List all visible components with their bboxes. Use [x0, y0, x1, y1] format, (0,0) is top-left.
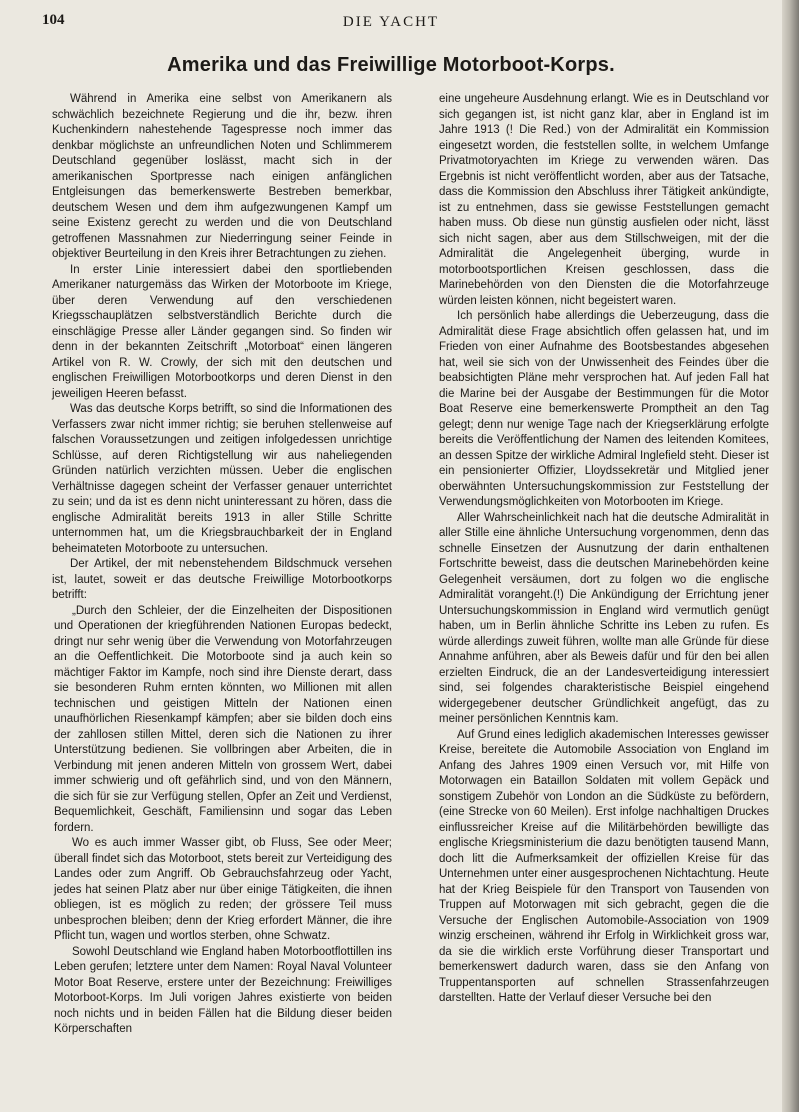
paragraph: Während in Amerika eine selbst von Amerikanern als schwächlich bezeichnete Regierung und die ihr, bezw. ihren Kuchenkindern nahestehende Tagespresse noch immer das denkbar möglichste an unfreundlichen Noten und Schlimmerem Deutschland gegenüber loslässt, macht sich in der amerikanischen Sportpresse nach einigen anfänglichen Entgleisungen das bemerkenswerte Bestreben bemerkbar, deutschem Wesen und dem ihm aufgezwungenen Kampf um seine Existenz gerecht zu werden und die von Deutschland getroffenen Massnahmen zur Niederringung seiner Feinde in objektiver Beurteilung in den Kreis ihrer Betrachtungen zu ziehen.: [52, 93, 392, 260]
paragraph: Ich persönlich habe allerdings die Ueberzeugung, dass die Admiralität diese Frage absichtlich offen gelassen hat, und im Frieden von einer Aufnahme des Bootsbestandes abgesehen hat, weil sie sich von der Unwissenheit des Feindes über die beabsichtigten Pläne mehr versprochen hat. Auf jeden Fall hat die Marine bei der Ausgabe der Bestimmungen für die Motor Boat Reserve eine bemerkenswerte Promptheit an den Tag gelegt; denn nur wenige Tage nach der Kriegserklärung erfolgte bereits die Veröffentlichung der Namen des leitenden Komitees, an dessen Spitze der wirkliche Admiral Inglefield steht. Dieser ist ein pensionierter Offizier, Lloydssekretär und Mitglied jener oberwähnten Untersuchungskommission zur Feststellung der Verwendungsmöglichkeiten von Motorbooten im Kriege.: [439, 310, 769, 508]
running-head: DIE YACHT: [342, 14, 440, 30]
paragraph: Der Artikel, der mit nebenstehendem Bildschmuck versehen ist, lautet, soweit er das deutsche Freiwillige Motorbootkorps betrifft:: [52, 558, 392, 601]
page-number: 104: [42, 12, 65, 28]
right-column: [439, 92, 769, 1007]
paragraph: Aller Wahrscheinlichkeit nach hat die deutsche Admiralität in aller Stille eine ähnliche Untersuchung vorgenommen, denn das schnelle Einsetzen der Ausnutzung der darin enthaltenen Fortschritte beweist, dass die deutschen Marinebehörden keine Gelegenheit versäumen, dort zu folgen wo die englische Admiralität vorangeht.(!) Die Ankündigung der Errichtung jener Untersuchungskommission in England wird vermutlich genügt haben, um in Berlin ähnliche Schritte ins Leben zu rufen. Es würde allerdings zuweit führen, wollte man alle Gründe für diese Annahme anführen, aber als Beweis dafür und für den bei allen erzielten Eindruck, die an der Landesverteidigung interessiert sind, sei folgendes charakteristische Beispiel eingehend widergegebener deutscher Gründlichkeit angefügt, das zu meiner persönlichen Kenntnis kam.: [439, 511, 769, 725]
paragraph: Auf Grund eines lediglich akademischen Interesses gewisser Kreise, bereitete die Automobile Association von England im Anfang des Jahres 1909 einen Versuch vor, mit Hilfe von Motorwagen ein Bataillon Soldaten mit vollem Gepäck und sonstigem Zubehör von London an die Südküste zu befördern, (eine Strecke von 60 Meilen). Erst infolge nachhaltigen Druckes einflussreicher Kreise auf die Militärbehörden bewilligte das englische Kriegsministerium die dazu benötigten tausend Mann, doch litt die Aufmerksamkeit der offiziellen Kreise für das Unternehmen unter einer ausgesprochenen Nichtachtung. Heute hat der Krieg Beispiele für den Transport von Tausenden von Truppen auf Motorwagen mit sich gebracht, gegen die die Versuche der Englischen Automobile-Association von 1909 winzig erscheinen, während ihr Erfolg in Wirklichkeit gross war, da sie die wirklich erste Vorführung dieser Transportart und bemerkenswert dadurch waren, dass sie den Anfang von Truppentansporten auf schnellen Strassenfahrzeugen darstellten. Hatte der Verlauf dieser Versuche bei den: [439, 728, 769, 1004]
quote-paragraph: Wo es auch immer Wasser gibt, ob Fluss, See oder Meer; überall findet sich das Motorboot, stets bereit zur Verteidigung des Landes oder zum Angriff. Ob Gebrauchsfahrzeug oder Yacht, jedes hat seinen Platz aber nur über einige Tätigkeiten, die ihnen obliegen, ist es möglich zu reden; der grössere Teil muss unbesprochen bleiben; denn der Krieg erfordert Männer, die ihre Pflicht tun, wagen und wortlos sterben, ohne Schwatz.: [54, 837, 392, 942]
page-edge: [782, 0, 799, 1112]
quote-paragraph: Sowohl Deutschland wie England haben Motorbootflottillen ins Leben gerufen; letztere unter dem Namen: Royal Naval Volunteer Motor Boat Reserve, erstere unter der Bezeichnung: Freiwilliges Motorboot-Korps. Im Juli vorigen Jahres existierte von beiden noch nichts und in beiden Fällen hat die Bildung dieser beiden Körperschaften: [54, 945, 392, 1035]
quote-paragraph: „Durch den Schleier, der die Einzelheiten der Dispositionen und Operationen der kriegführenden Nationen Europas bedeckt, dringt nur sehr wenig über die Verwendung von Motorfahrzeugen an die Oeffentlichkeit. Die Motorboote sind ja auch kein so mächtiger Faktor im Kampfe, noch sind ihre Dienste derart, dass sie besonderen Ruhm ernten könnten, wo Millionen mit allen technischen und geistigen Mitteln der Nationen einen unaufhörlichen Riesenkampf kämpfen; aber sie bilden doch eins der zahllosen stillen Mittel, deren sich die Nationen zu ihrer Unterstützung bedienen. Sie vollbringen aber Arbeiten, die in Verbindung mit jenen anderen Mitteln von grossem Wert, dabei immer schwierig und oft gefährlich sind, und von den Männern, die sich für sie zur Verfügung stellen, Opfer an Zeit und Verdienst, Bequemlichkeit, Geschäft, Familiensinn und sogar das Leben fordern.: [54, 604, 392, 834]
article-title: Amerika und das Freiwillige Motorboot-Korps.: [167, 54, 615, 76]
paragraph: Was das deutsche Korps betrifft, so sind die Informationen des Verfassers zwar nicht immer richtig; sie beruhen stellenweise auf falschen Voraussetzungen und zeitigen infolgedessen unrichtige Schlüsse, auf deren Richtigstellung wir aus naheliegenden Gründen natürlich verzichten müssen. Ueber die englischen Verhältnisse dagegen scheint der Verfasser genauer unterrichtet zu sein; und da ist es denn nicht uninteressant zu hören, dass die englische Admiralität bereits 1913 in aller Stille Schritte unternommen hat, um die Kriegsbrauchbarkeit der in England beheimateten Motorboote zu untersuchen.: [52, 403, 392, 555]
paragraph: In erster Linie interessiert dabei den sportliebenden Amerikaner naturgemäss das Wirken der Motorboote im Kriege, über deren Verwendung auf den verschiedenen Kriegsschauplätzen selbstverständlich Berichte durch die einschlägige Presse aller Länder gegangen sind. So finden wir denn in der bekannten Zeitschrift „Motorboat“ einen längeren Artikel von R. W. Crowly, der sich mit den deutschen und englischen Freiwilligen Motorbootkorps und deren Dienst in den jeweiligen Heeren befasst.: [52, 263, 392, 400]
paragraph: eine ungeheure Ausdehnung erlangt. Wie es in Deutschland vor sich gegangen ist, ist nicht ganz klar, aber in England ist im Jahre 1913 (! Die Red.) von der Admiralität ein Kommission eingesetzt worden, die feststellen sollte, in welchem Umfange Privatmotoryachten im Kriege zu verwenden wären. Das Ergebnis ist nicht veröffentlicht worden, aber aus der Tatsache, dass die Kommission den Abschluss ihrer Tätigkeit ankündigte, ist zu entnehmen, dass sie gewisse Feststellungen gemacht haben muss. Ob diese nun günstig ausfielen oder nicht, lässt sich nicht sagen, aber aus dem Stillschweigen, mit der die Admiralität die Angelegenheit überging, wurde in motorbootsportlichen Kreisen geschlossen, dass die Marinebehörden von den Diensten die die Motorfahrzeuge würden leisten können, nicht begeistert waren.: [439, 93, 769, 307]
left-column: [52, 92, 392, 1038]
